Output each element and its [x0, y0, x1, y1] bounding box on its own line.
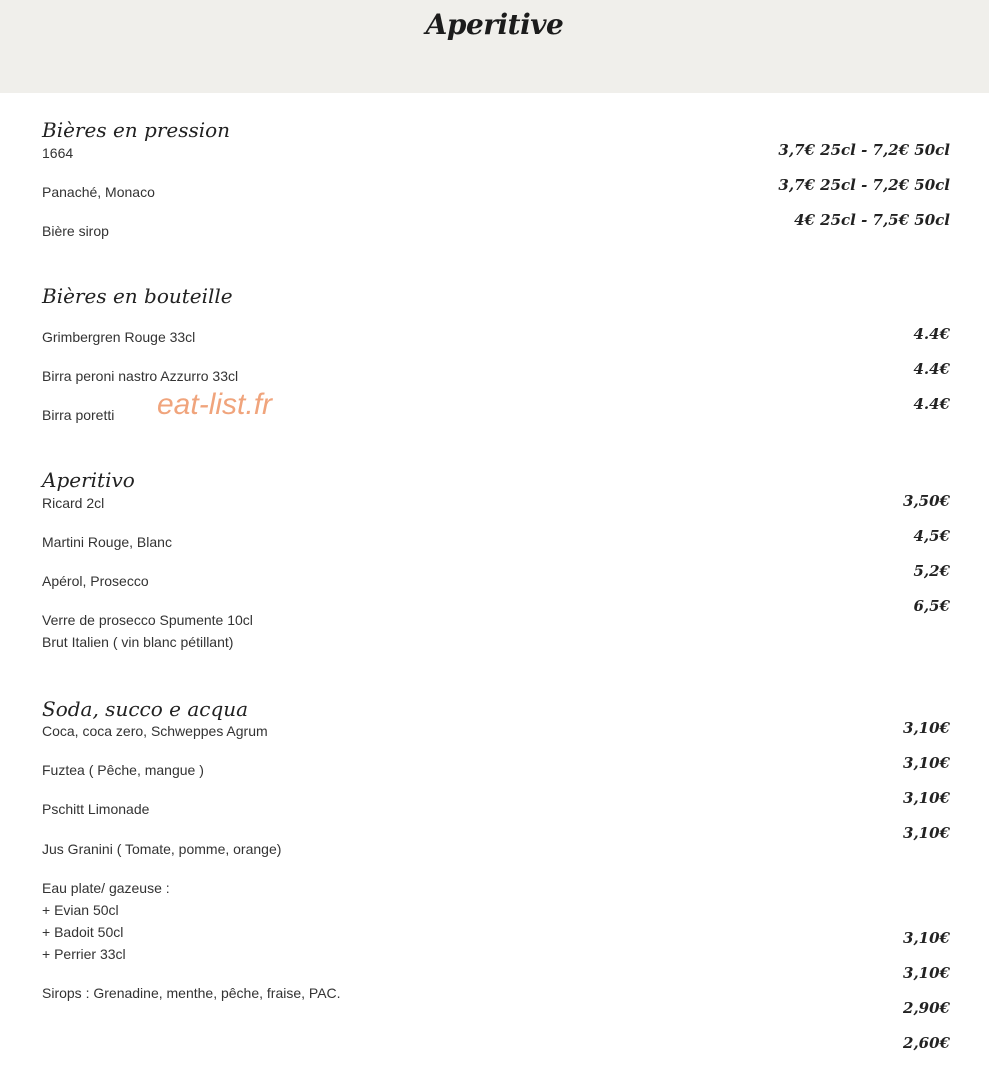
section-title-bieres-bouteille: Bières en bouteille	[42, 284, 233, 308]
menu-item: Pschitt Limonade	[42, 801, 150, 817]
menu-item: Birra poretti	[42, 407, 115, 423]
menu-price: 2,60€	[903, 1034, 950, 1052]
menu-price: 4.4€	[913, 325, 950, 343]
menu-price: 3,10€	[903, 929, 950, 947]
menu-price: 3,10€	[903, 964, 950, 982]
menu-item: Coca, coca zero, Schweppes Agrum	[42, 723, 268, 739]
menu-item: Verre de prosecco Spumente 10cl	[42, 612, 253, 628]
menu-price: 4,5€	[913, 527, 950, 545]
menu-price: 4.4€	[913, 360, 950, 378]
menu-item: Grimbergren Rouge 33cl	[42, 329, 196, 345]
menu-item: Bière sirop	[42, 223, 109, 239]
menu-item: Martini Rouge, Blanc	[42, 534, 172, 550]
menu-price: 3,10€	[903, 789, 950, 807]
menu-price: 3,7€ 25cl - 7,2€ 50cl	[778, 141, 950, 159]
menu-price: 3,10€	[903, 719, 950, 737]
menu-item: Birra peroni nastro Azzurro 33cl	[42, 368, 239, 384]
menu-item: 1664	[42, 145, 74, 161]
page-title: Aperitive	[425, 8, 564, 41]
menu-item: Eau plate/ gazeuse :	[42, 880, 170, 896]
menu-item: + Evian 50cl	[42, 902, 119, 918]
menu-item: Panaché, Monaco	[42, 184, 155, 200]
section-title-bieres-pression: Bières en pression	[42, 118, 231, 142]
menu-price: 3,10€	[903, 824, 950, 842]
watermark: eat-list.fr	[157, 388, 273, 421]
menu-price: 6,5€	[913, 597, 950, 615]
menu-price: 3,7€ 25cl - 7,2€ 50cl	[778, 176, 950, 194]
menu-item: Fuztea ( Pêche, mangue )	[42, 762, 204, 778]
menu-item: Jus Granini ( Tomate, pomme, orange)	[42, 841, 282, 857]
section-title-soda: Soda, succo e acqua	[42, 697, 249, 721]
menu-item: Brut Italien ( vin blanc pétillant)	[42, 634, 234, 650]
menu-price: 3,10€	[903, 754, 950, 772]
menu-item: Ricard 2cl	[42, 495, 105, 511]
section-title-aperitivo: Aperitivo	[42, 468, 135, 492]
menu-price: 2,90€	[903, 999, 950, 1017]
menu-price: 3,50€	[903, 492, 950, 510]
menu-item: Apérol, Prosecco	[42, 573, 149, 589]
menu-item: + Perrier 33cl	[42, 946, 126, 962]
menu-price: 4.4€	[913, 395, 950, 413]
menu-price: 4€ 25cl - 7,5€ 50cl	[794, 211, 950, 229]
menu-item: Sirops : Grenadine, menthe, pêche, fraise, PAC.	[42, 985, 341, 1001]
menu-item: + Badoit 50cl	[42, 924, 124, 940]
menu-price: 5,2€	[913, 562, 950, 580]
